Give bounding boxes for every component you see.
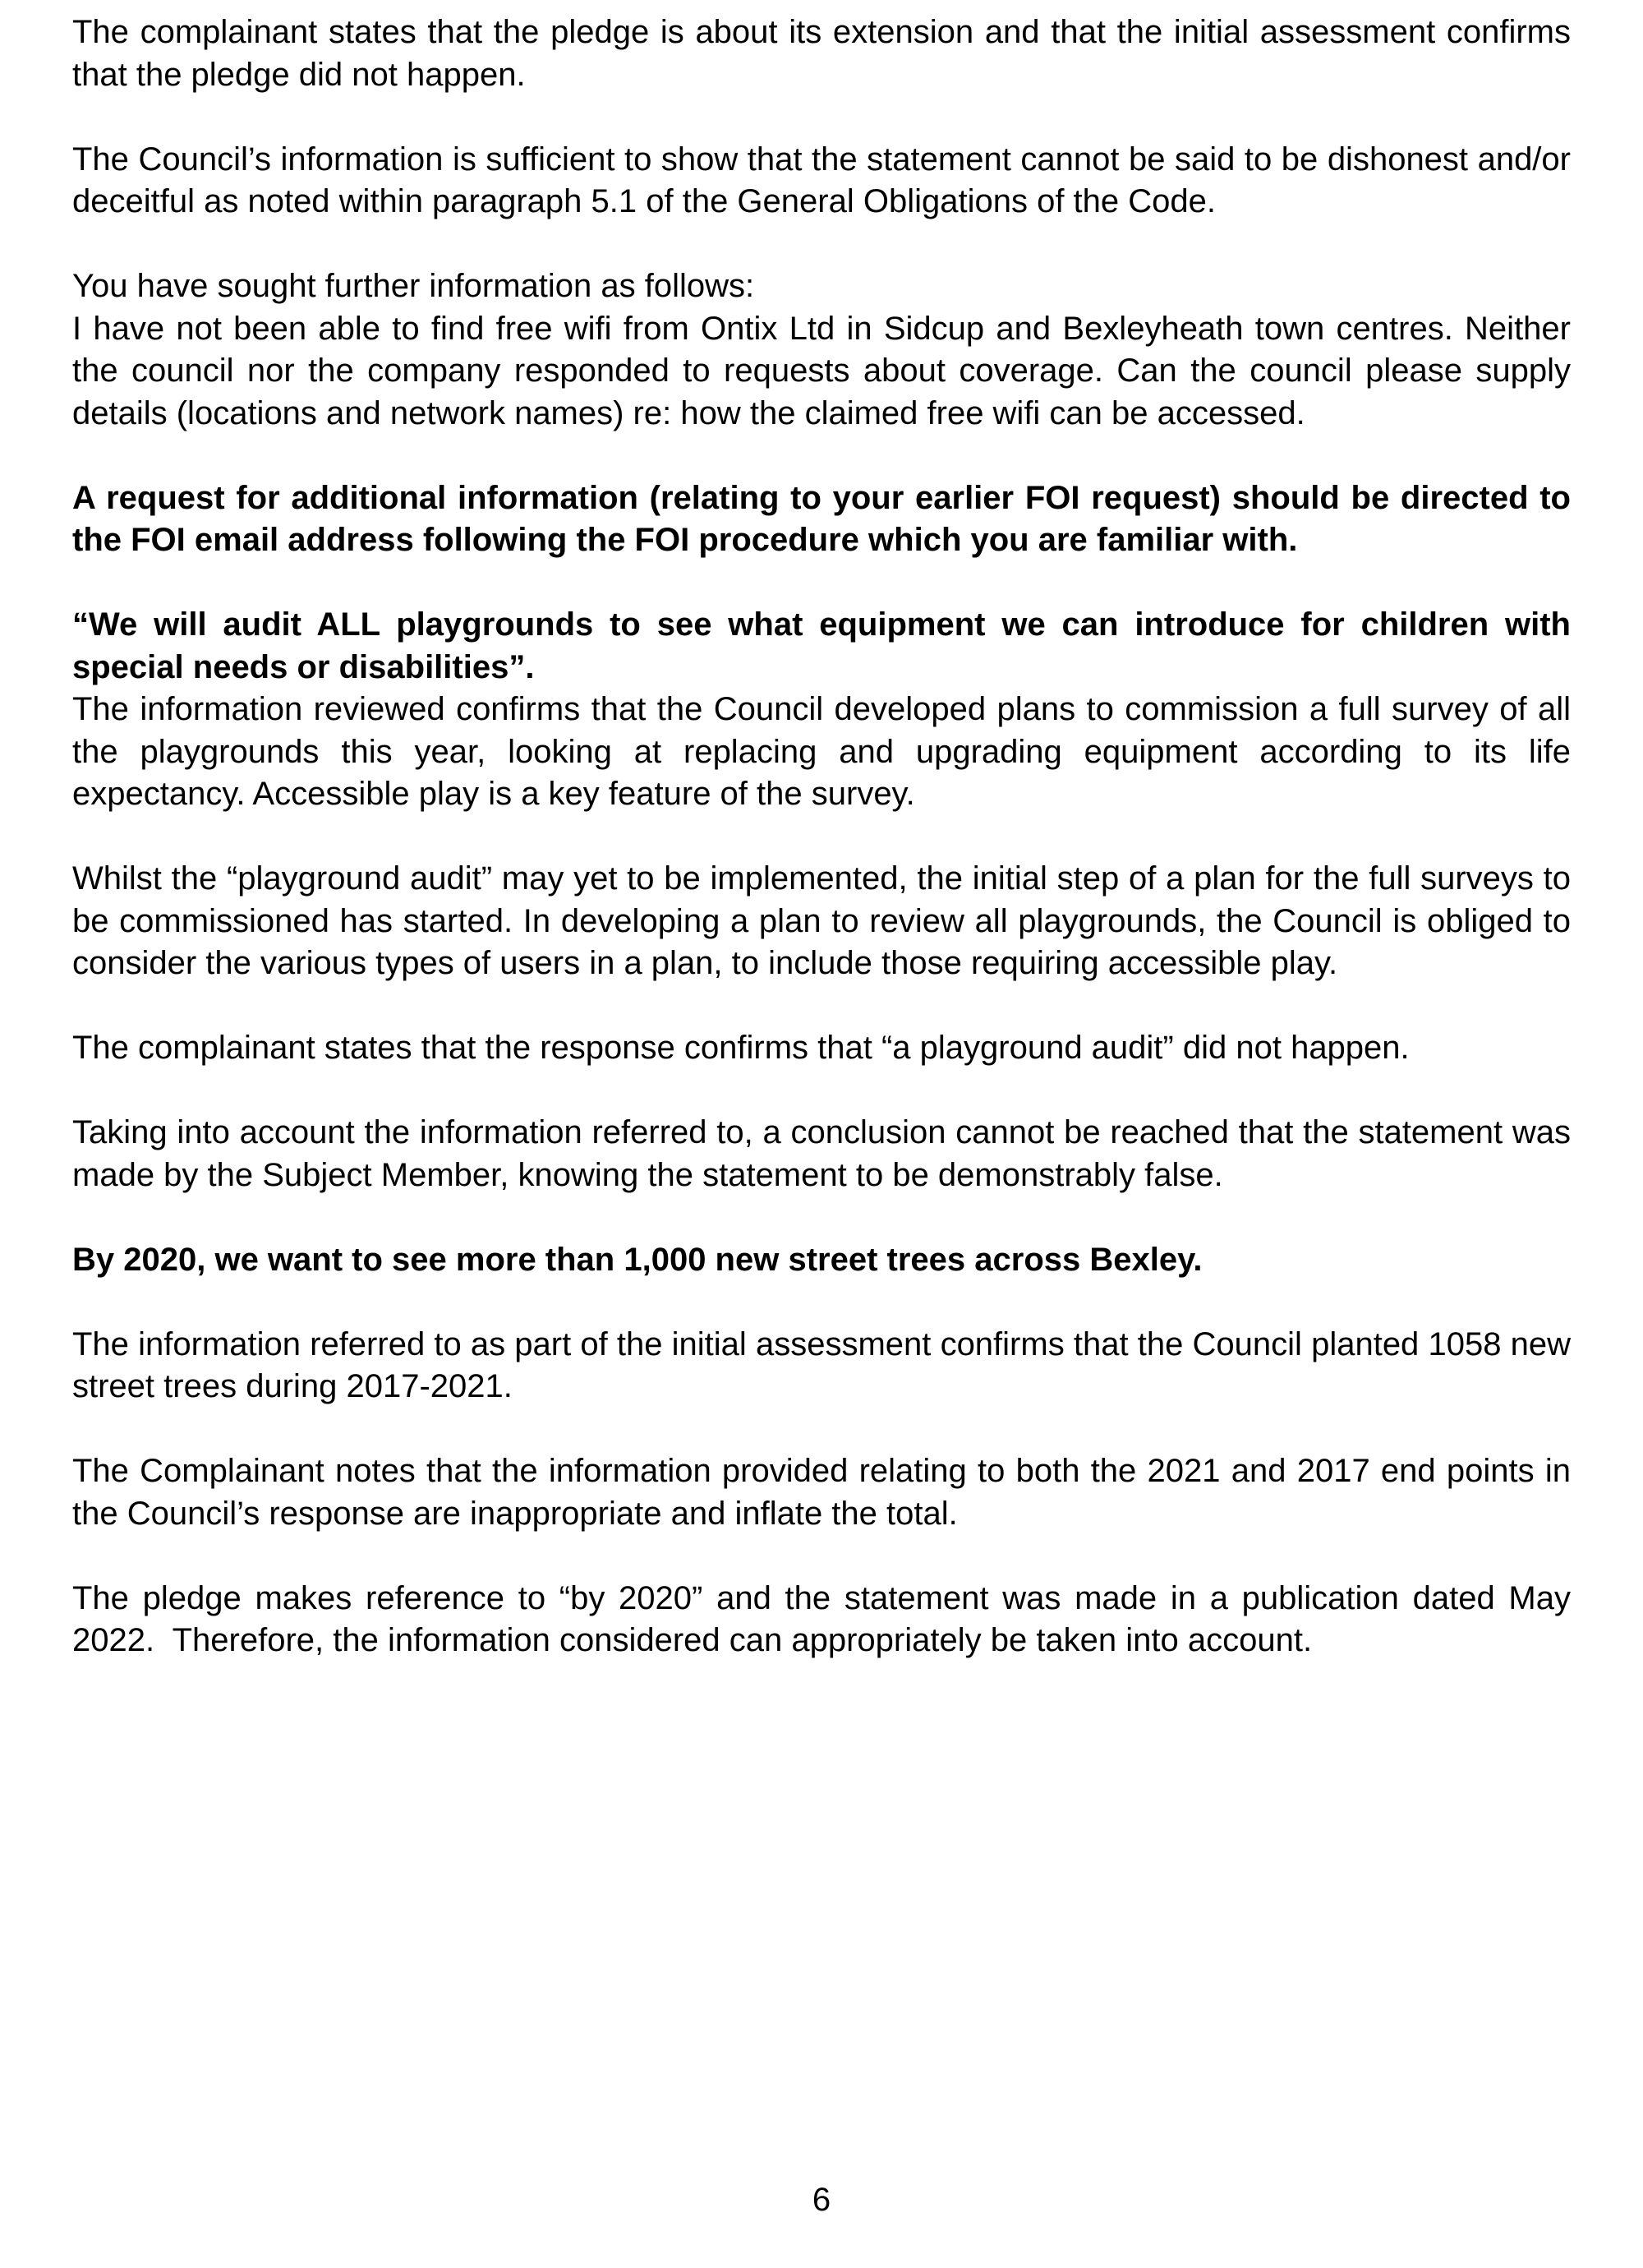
paragraph: The complainant states that the response confirms that “a playground audit” did not happen. <box>72 1030 1410 1066</box>
paragraph: The Complainant notes that the information provided relating to both the 2021 and 2017 end points in the Council’s response are inappropriate and inflate the total. <box>72 1453 1571 1532</box>
document-body <box>72 12 1571 1704</box>
paragraph: Whilst the “playground audit” may yet to be implemented, the initial step of a plan for the full surveys to be commissioned has started. In developing a plan to review all playgrounds, the Council is obliged to consider the various types of users in a plan, to include those requiring accessible play. <box>72 860 1571 981</box>
paragraph: You have sought further information as follows: <box>72 268 755 304</box>
paragraph: The Council’s information is sufficient to show that the statement cannot be said to be dishonest and/or deceitful as noted within paragraph 5.1 of the General Obligations of the Code. <box>72 141 1571 219</box>
paragraph: The pledge makes reference to “by 2020” and the statement was made in a publication dated May 2022. Therefore, the information considered can appropriately be taken into account. <box>72 1579 1571 1658</box>
paragraph: “We will audit ALL playgrounds to see what equipment we can introduce for children with special needs or disabilities”. <box>72 606 1571 685</box>
page-number: 6 <box>812 2182 831 2218</box>
paragraph: The information reviewed confirms that the Council developed plans to commission a full survey of all the playgrounds this year, looking at replacing and upgrading equipment according to its life expectancy. Accessible play is a key feature of the survey. <box>72 691 1571 812</box>
paragraph: The information referred to as part of the initial assessment confirms that the Council planted 1058 new street trees during 2017-2021. <box>72 1325 1571 1404</box>
paragraph: Taking into account the information referred to, a conclusion cannot be reached that the statement was made by the Subject Member, knowing the statement to be demonstrably false. <box>72 1114 1571 1193</box>
paragraph: I have not been able to find free wifi from Ontix Ltd in Sidcup and Bexleyheath town centres. Neither the council nor the company responded to requests about coverage. Can the council please supply details (locations and network names) re: how the claimed free wifi can be accessed. <box>72 310 1571 431</box>
paragraph: By 2020, we want to see more than 1,000 new street trees across Bexley. <box>72 1241 1203 1278</box>
paragraph: The complainant states that the pledge is about its extension and that the initial assessment confirms that the pledge did not happen. <box>72 14 1571 93</box>
paragraph: A request for additional information (relating to your earlier FOI request) should be directed to the FOI email address following the FOI procedure which you are familiar with. <box>72 479 1571 558</box>
